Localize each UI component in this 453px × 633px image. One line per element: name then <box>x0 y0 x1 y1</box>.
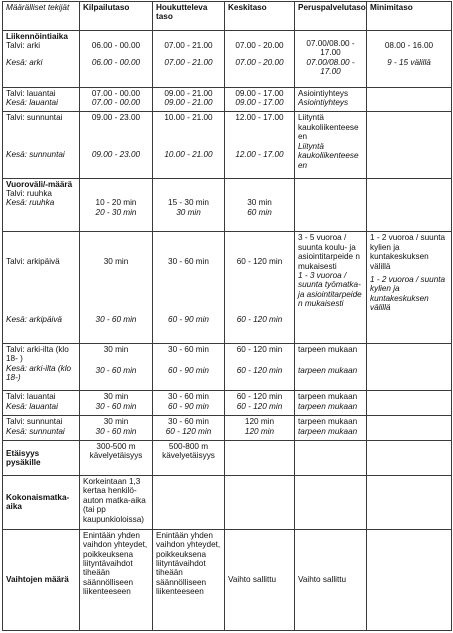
table-cell: tarpeen mukaan tarpeen mukaan <box>295 343 367 391</box>
table-row <box>3 343 452 391</box>
row-label-cell: Talvi: sunnuntai Kesä: sunnuntai <box>3 416 80 441</box>
table-cell <box>367 87 452 112</box>
row-label-cell <box>3 30 80 87</box>
corner-header: Määrälliset tekijät <box>3 2 80 31</box>
table-row <box>3 475 452 529</box>
table-cell <box>367 112 452 178</box>
table-cell: 30 - 60 min 60 - 90 min <box>153 232 225 344</box>
table-cell: 07.00/08.00 - 17.00 07.00/08.00 - 17.00 <box>295 30 367 87</box>
table-cell <box>225 440 295 475</box>
section-title-kokonaismatka: Kokonaismatka-aika <box>6 492 70 512</box>
table-cell: 3 - 5 vuoroa / suunta koulu- ja asiointitarpeide n mukaisesti 1 - 3 vuoroa / suunta työmatka- ja asiointitarpeide n mukaisesti <box>295 232 367 344</box>
table-row <box>3 112 452 178</box>
table-cell <box>295 475 367 529</box>
table-row <box>3 87 452 112</box>
table-cell: 60 - 120 min 60 - 120 min <box>225 343 295 391</box>
table-cell: tarpeen mukaan tarpeen mukaan <box>295 416 367 441</box>
table-cell: 10 - 20 min 20 - 30 min <box>80 178 153 232</box>
table-cell: 30 min 30 - 60 min <box>80 391 153 416</box>
table-cell: 500-800 m kävelyetäisyys <box>153 440 225 475</box>
table-cell: 07.00 - 00.00 07.00 - 00.00 <box>80 87 153 112</box>
table-cell: tarpeen mukaan tarpeen mukaan <box>295 391 367 416</box>
table-cell: Liityntä kaukoliikenteese en Liityntä kaukoliikenteese en <box>295 112 367 178</box>
table-row <box>3 232 452 344</box>
table-cell: 30 - 60 min 60 - 90 min <box>153 391 225 416</box>
row-label-cell: Vuoroväli/-määrä Talvi: ruuhka Kesä: ruuhka <box>3 178 80 232</box>
row-label-cell <box>3 475 80 529</box>
table-row <box>3 391 452 416</box>
row-label-cell: Talvi: arki-ilta (klo 18- ) Kesä: arki-ilta (klo 18-) <box>3 343 80 391</box>
table-cell <box>367 391 452 416</box>
col-header-keskitaso: Keskitaso <box>225 2 295 31</box>
col-header-peruspalvelutaso: Peruspalvelutaso <box>295 2 367 31</box>
table-cell: 30 min 30 - 60 min <box>80 343 153 391</box>
table-cell: 60 - 120 min 60 - 120 min <box>225 391 295 416</box>
table-cell: 06.00 - 00.00 06.00 - 00.00 <box>80 30 153 87</box>
section-title-etaisyys: Etäisyys pysäkille <box>6 448 41 467</box>
table-cell: 07.00 - 20.00 07.00 - 20.00 <box>225 30 295 87</box>
table-cell: 09.00 - 17.00 09.00 - 17.00 <box>225 87 295 112</box>
table-cell: Enintään yhden vaihdon yhteydet, poikkeuksena liityntävaihdot tiheään säännölliseen liikenteeseen <box>80 529 153 630</box>
table-cell <box>367 475 452 529</box>
table-cell: 300-500 m kävelyetäisyys <box>80 440 153 475</box>
table-cell: 12.00 - 17.00 12.00 - 17.00 <box>225 112 295 178</box>
table-cell <box>367 529 452 630</box>
table-cell <box>367 343 452 391</box>
table-cell <box>367 416 452 441</box>
row-label-cell: Talvi: lauantai Kesä: lauantai <box>3 391 80 416</box>
table-cell: 30 min 30 - 60 min <box>80 232 153 344</box>
table-cell: Enintään yhden vaihdon yhteydet, poikkeuksena liityntävaihdot tiheään säännölliseen liikenteeseen <box>153 529 225 630</box>
table-cell <box>367 178 452 232</box>
table-cell: Asiointiyhteys Asiointiyhteys <box>295 87 367 112</box>
table-cell: 60 - 120 min 60 - 120 min <box>225 232 295 344</box>
col-header-kilpailutaso: Kilpailutaso <box>80 2 153 31</box>
table-cell: 30 min 30 - 60 min <box>80 416 153 441</box>
row-label-cell <box>3 440 80 475</box>
table-row <box>3 416 452 441</box>
header-row <box>3 2 452 31</box>
section-title-vaihtojen: Vaihtojen määrä <box>6 575 69 585</box>
table-cell: 09.00 - 23.00 09.00 - 23.00 <box>80 112 153 178</box>
table-row <box>3 30 452 87</box>
table-cell <box>367 440 452 475</box>
table-cell: 15 - 30 min 30 min <box>153 178 225 232</box>
row-label-cell: Talvi: lauantai Kesä: lauantai <box>3 87 80 112</box>
section-title-liikennointiaika: Liikennöintiaika <box>6 31 68 41</box>
kesa-label: Kesä: arki <box>6 57 43 67</box>
table-cell <box>295 440 367 475</box>
table-cell: 30 - 60 min 60 - 90 min <box>153 343 225 391</box>
table-cell <box>153 475 225 529</box>
table-cell <box>295 178 367 232</box>
talvi-label: Talvi: arki <box>6 41 41 51</box>
table-cell: Korkeintaan 1,3 kertaa henkilö-auton matka-aika (tai pp kaupunkioloissa) <box>80 475 153 529</box>
table-cell <box>225 475 295 529</box>
table-cell: 120 min 120 min <box>225 416 295 441</box>
row-label-cell <box>3 529 80 630</box>
table-row <box>3 440 452 475</box>
section-title-vuorovali: Vuoroväli/-määrä <box>6 179 73 189</box>
table-cell: Vaihto sallittu <box>295 529 367 630</box>
table-cell: 30 - 60 min 60 - 120 min <box>153 416 225 441</box>
row-label-cell: Talvi: arkipäivä Kesä: arkipäivä <box>3 232 80 344</box>
col-header-houkutteleva: Houkutteleva taso <box>153 2 225 31</box>
col-header-minimitaso: Minimitaso <box>367 2 452 31</box>
table-cell: 30 min 60 min <box>225 178 295 232</box>
table-cell: Vaihto sallittu <box>225 529 295 630</box>
table-cell: 1 - 2 vuoroa / suunta kylien ja kuntakeskuksen välillä 1 - 2 vuoroa / suunta kylien ja kuntakeskuksen välillä <box>367 232 452 344</box>
table-row <box>3 178 452 232</box>
row-label-cell: Talvi: sunnuntai Kesä: sunnuntai <box>3 112 80 178</box>
table-cell: 09.00 - 21.00 09.00 - 21.00 <box>153 87 225 112</box>
table-cell: 07.00 - 21.00 07.00 - 21.00 <box>153 30 225 87</box>
table-cell: 08.00 - 16.00 9 - 15 välillä <box>367 30 452 87</box>
table-cell: 10.00 - 21.00 10.00 - 21.00 <box>153 112 225 178</box>
service-level-table <box>2 1 452 631</box>
table-row <box>3 529 452 630</box>
